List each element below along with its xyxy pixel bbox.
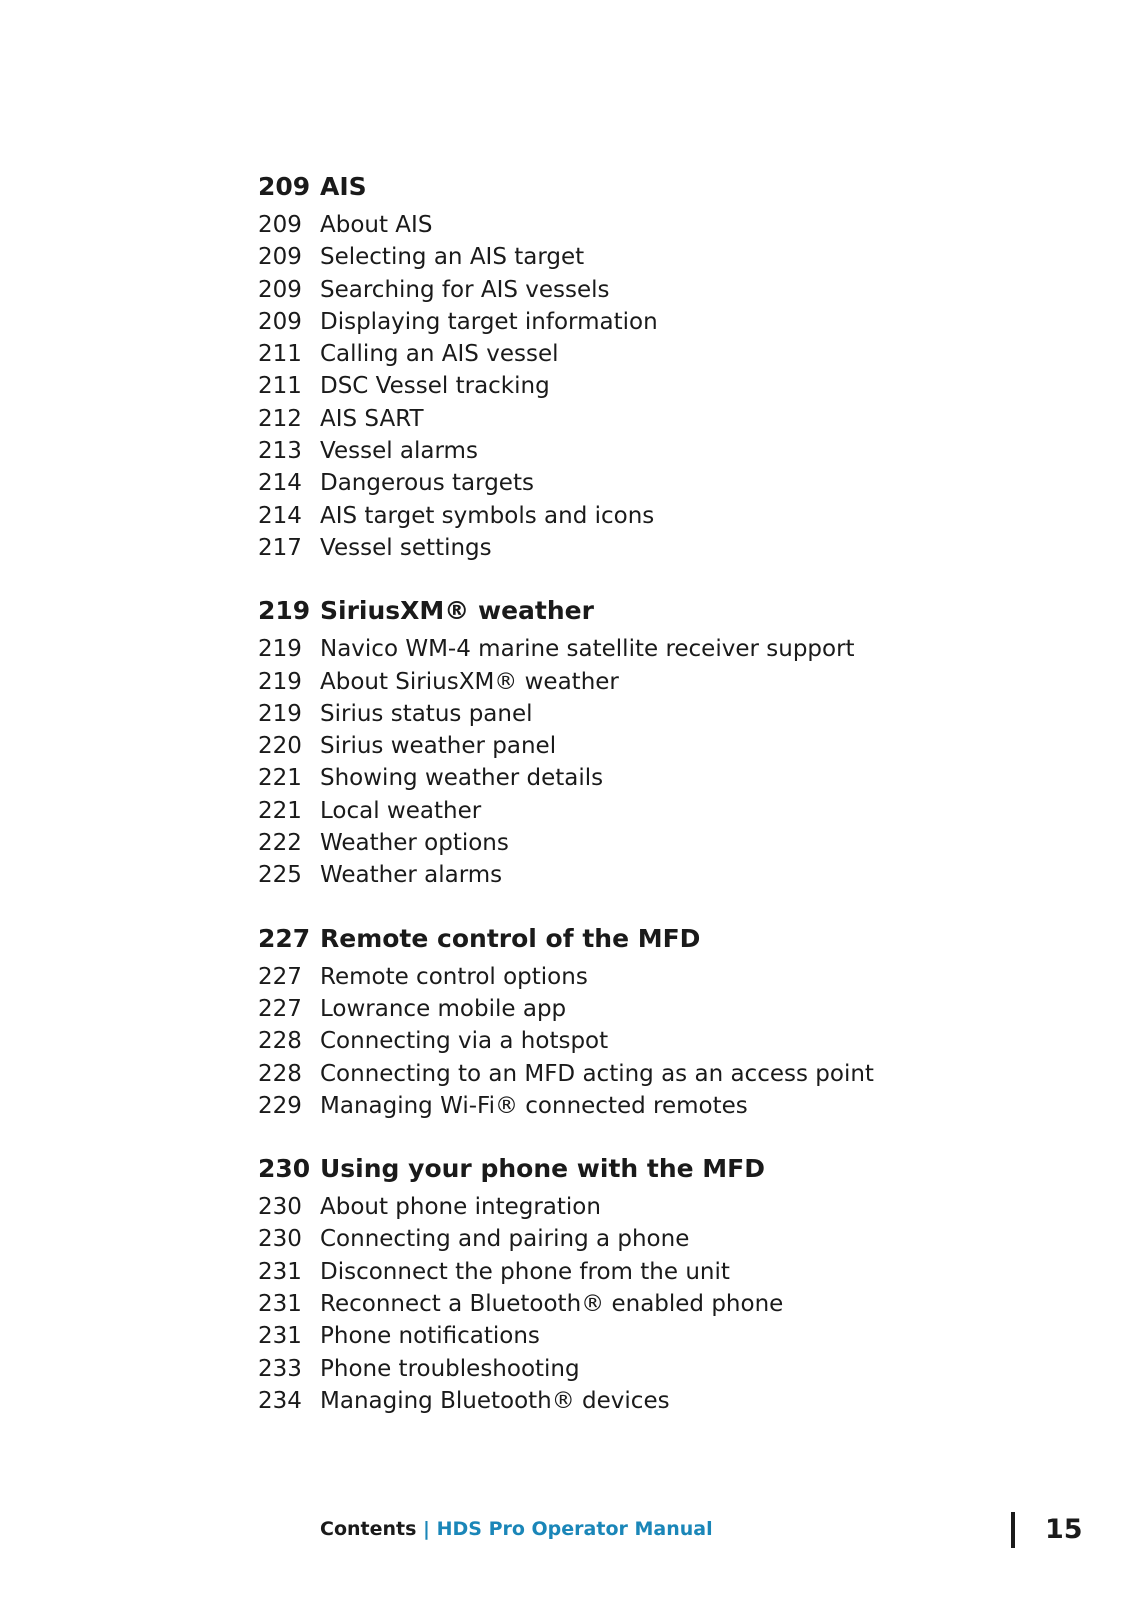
- toc-entry[interactable]: [258, 1061, 978, 1093]
- toc-entry-page: 225: [258, 862, 302, 889]
- toc-entry-page: 222: [258, 830, 302, 857]
- toc-entry[interactable]: [258, 309, 978, 341]
- toc-entry[interactable]: [258, 1226, 978, 1258]
- toc-section: [258, 172, 978, 567]
- toc-entry-page: 211: [258, 373, 302, 400]
- toc-entry-title: Lowrance mobile app: [320, 995, 567, 1022]
- toc-entry-title: Navico WM-4 marine satellite receiver support: [320, 636, 855, 663]
- toc-section-heading[interactable]: [258, 924, 978, 964]
- toc-entry-title: Sirius status panel: [320, 700, 533, 727]
- toc-entry-title: Dangerous targets: [320, 470, 534, 497]
- toc-entry-title: Remote control options: [320, 963, 588, 990]
- toc-entry-page: 217: [258, 534, 302, 561]
- toc-entry-title: Selecting an AIS target: [320, 244, 585, 271]
- toc-entry-title: Weather options: [320, 830, 509, 857]
- toc-entry[interactable]: [258, 1356, 978, 1388]
- toc-entry-page: 228: [258, 1060, 302, 1087]
- toc-entry[interactable]: [258, 669, 978, 701]
- toc-entry[interactable]: [258, 733, 978, 765]
- toc-entry[interactable]: [258, 1259, 978, 1291]
- toc-entry-title: Connecting and pairing a phone: [320, 1226, 690, 1253]
- toc-section-heading[interactable]: [258, 1154, 978, 1194]
- toc-entry-title: Searching for AIS vessels: [320, 276, 610, 303]
- toc-entry-title: Connecting to an MFD acting as an access point: [320, 1060, 874, 1087]
- toc-entry-page: 214: [258, 470, 302, 497]
- toc-entry-page: 213: [258, 438, 302, 465]
- toc-entry[interactable]: [258, 341, 978, 373]
- toc-entry[interactable]: [258, 406, 978, 438]
- toc-section-page: 219: [258, 596, 311, 626]
- toc-section: [258, 596, 978, 894]
- toc-entry-page: 230: [258, 1226, 302, 1253]
- toc-entry-title: About SiriusXM® weather: [320, 668, 619, 695]
- toc-entry[interactable]: [258, 373, 978, 405]
- toc-entry-page: 228: [258, 1028, 302, 1055]
- toc-entry-title: Sirius weather panel: [320, 733, 557, 760]
- toc-entry-title: Weather alarms: [320, 862, 503, 889]
- toc-entry-page: 220: [258, 733, 302, 760]
- toc-entry-title: Phone troubleshooting: [320, 1355, 580, 1382]
- toc-entry[interactable]: [258, 438, 978, 470]
- toc-entry-title: DSC Vessel tracking: [320, 373, 550, 400]
- toc-entry[interactable]: [258, 535, 978, 567]
- toc-entry[interactable]: [258, 1388, 978, 1420]
- toc-entry-page: 230: [258, 1194, 302, 1221]
- toc-entry-title: Disconnect the phone from the unit: [320, 1258, 730, 1285]
- toc-entry-title: AIS target symbols and icons: [320, 502, 655, 529]
- toc-entry[interactable]: [258, 636, 978, 668]
- toc-entry[interactable]: [258, 1323, 978, 1355]
- toc-section-page: 227: [258, 923, 311, 953]
- toc-entry[interactable]: [258, 277, 978, 309]
- toc-section-title: SiriusXM® weather: [320, 596, 594, 626]
- toc-section-heading[interactable]: [258, 596, 978, 636]
- toc-entry-page: 221: [258, 797, 302, 824]
- toc-entry-page: 212: [258, 405, 302, 432]
- toc-entry[interactable]: [258, 244, 978, 276]
- footer-separator: |: [416, 1518, 437, 1540]
- page-number: 15: [1045, 1514, 1083, 1545]
- toc-entry-title: Vessel settings: [320, 534, 492, 561]
- toc-entry-title: Phone notifications: [320, 1323, 540, 1350]
- toc-entry[interactable]: [258, 798, 978, 830]
- toc-section-title: Remote control of the MFD: [320, 923, 701, 953]
- toc-entry-title: Managing Bluetooth® devices: [320, 1387, 670, 1414]
- toc-entry-page: 233: [258, 1355, 302, 1382]
- toc-entry[interactable]: [258, 503, 978, 535]
- toc-entry[interactable]: [258, 964, 978, 996]
- toc-section-title: AIS: [320, 172, 367, 201]
- toc-entry-page: 219: [258, 636, 302, 663]
- toc-entry-page: 219: [258, 668, 302, 695]
- page-footer: [320, 1518, 713, 1540]
- toc-entry-page: 227: [258, 995, 302, 1022]
- toc-entry[interactable]: [258, 1194, 978, 1226]
- toc-entry-title: About phone integration: [320, 1194, 601, 1221]
- toc-entry[interactable]: [258, 1093, 978, 1125]
- toc-section-title: Using your phone with the MFD: [320, 1154, 766, 1184]
- toc-entry-title: About AIS: [320, 212, 433, 238]
- toc-entry-title: Calling an AIS vessel: [320, 341, 559, 368]
- footer-section-label: Contents: [320, 1518, 417, 1540]
- toc-entry-title: Vessel alarms: [320, 438, 478, 465]
- toc-entry-title: Managing Wi-Fi® connected remotes: [320, 1092, 748, 1119]
- toc-entry-page: 214: [258, 502, 302, 529]
- toc-section-page: 209: [258, 172, 311, 201]
- toc-section-page: 230: [258, 1154, 311, 1184]
- page-number-divider: [1011, 1512, 1015, 1548]
- toc-entry-title: Local weather: [320, 797, 482, 824]
- toc-entry-page: 221: [258, 765, 302, 792]
- toc-entry-page: 209: [258, 212, 302, 238]
- toc-entry-title: Reconnect a Bluetooth® enabled phone: [320, 1291, 784, 1318]
- toc-entry[interactable]: [258, 212, 978, 244]
- toc-entry-page: 211: [258, 341, 302, 368]
- toc-section: [258, 924, 978, 1125]
- toc-entry-title: Displaying target information: [320, 308, 658, 335]
- toc-entry[interactable]: [258, 470, 978, 502]
- toc-section-heading[interactable]: [258, 172, 978, 212]
- toc-entry-page: 219: [258, 700, 302, 727]
- toc-section: [258, 1154, 978, 1420]
- toc-entry-page: 229: [258, 1092, 302, 1119]
- toc-entry-page: 209: [258, 308, 302, 335]
- toc-entry[interactable]: [258, 862, 978, 894]
- toc-entry-title: Showing weather details: [320, 765, 604, 792]
- toc-entry[interactable]: [258, 996, 978, 1028]
- toc-entry-page: 227: [258, 963, 302, 990]
- toc-entry[interactable]: [258, 701, 978, 733]
- toc-entry-title: Connecting via a hotspot: [320, 1028, 609, 1055]
- toc-entry[interactable]: [258, 830, 978, 862]
- toc-entry[interactable]: [258, 765, 978, 797]
- toc-entry-page: 231: [258, 1258, 302, 1285]
- toc-entry[interactable]: [258, 1291, 978, 1323]
- toc-entry-title: AIS SART: [320, 405, 424, 432]
- toc-entry-page: 234: [258, 1387, 302, 1414]
- table-of-contents: [258, 172, 978, 1449]
- toc-entry-page: 231: [258, 1323, 302, 1350]
- toc-entry[interactable]: [258, 1028, 978, 1060]
- toc-entry-page: 231: [258, 1291, 302, 1318]
- toc-entry-page: 209: [258, 244, 302, 271]
- toc-entry-page: 209: [258, 276, 302, 303]
- footer-manual-title: HDS Pro Operator Manual: [436, 1518, 713, 1540]
